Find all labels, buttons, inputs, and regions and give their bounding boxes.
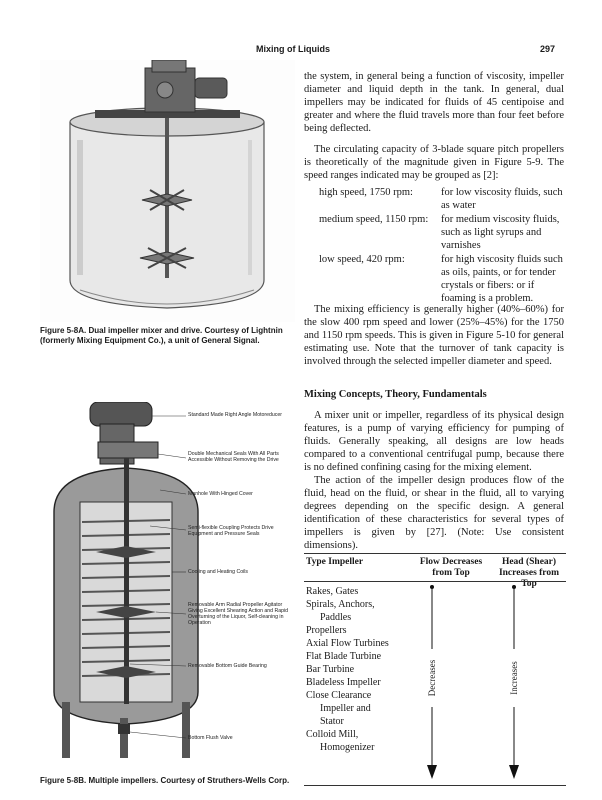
speed-label: medium speed, 1150 rpm: [319, 214, 429, 225]
table-row: Flat Blade Turbine [306, 651, 382, 662]
speed-range-item [319, 213, 565, 253]
table-row: Spirals, Anchors, [306, 599, 375, 610]
table-row: Stator [320, 716, 344, 727]
paragraph-continuation [304, 70, 564, 135]
table-rows [306, 585, 426, 754]
running-header-title: Mixing of Liquids [256, 44, 330, 54]
table-top-rule [304, 553, 566, 554]
table-header-rule [304, 581, 566, 582]
table-header-flow: Flow Decreases from Top [419, 557, 483, 578]
section-heading: Mixing Concepts, Theory, Fundamentals [304, 389, 487, 400]
table-header-type: Type Impeller [306, 557, 364, 567]
paragraph-5: The action of the impeller design produces flow of the fluid, head on the fluid, or shear in the fluid, all to varying degrees depending on the specific design. A general identification of these characteristics for several types of impellers is given by [27]. (Note: Use consistent dimensions). [304, 475, 564, 551]
page-number: 297 [540, 44, 556, 54]
table-row: Bladeless Impeller [306, 677, 381, 688]
table-row: Rakes, Gates [306, 586, 359, 597]
table-row: Bar Turbine [306, 664, 355, 675]
callout-guide-bearing: Removable Bottom Guide Bearing [188, 663, 267, 669]
table-row: Homogenizer [320, 742, 375, 753]
table-row: Paddles [320, 612, 352, 623]
speed-ranges-list [319, 186, 565, 302]
table-row: Colloid Mill, [306, 729, 359, 740]
table-row: Propellers [306, 625, 347, 636]
callout-coupling: Semi-flexible Coupling Protects Drive Equipment and Pressure Seals [188, 525, 274, 537]
table-row: Axial Flow Turbines [306, 638, 389, 649]
speed-label: low speed, 420 rpm: [319, 254, 405, 265]
callout-mechanical-seals: Double Mechanical Seals With All Parts Accessible Without Removing the Drive [188, 451, 279, 463]
flow-vertical-label: Decreases [427, 659, 437, 697]
callout-coils: Cooling and Heating Coils [188, 569, 248, 575]
callout-flush-valve: Bottom Flush Valve [188, 735, 233, 741]
speed-description: for medium viscosity fluids, such as light syrups and varnishes [441, 214, 560, 251]
speed-description: for high viscosity fluids such as oils, paints, or for tender crystals or fibers: or if foaming is a problem. [441, 254, 563, 304]
figure-5-8a-caption: Figure 5-8A. Dual impeller mixer and drive. Courtesy of Lightnin (formerly Mixing Equipment Co.), a unit of General Signal. [40, 326, 283, 345]
speed-range-item [319, 186, 565, 212]
callout-manhole: Manhole With Hinged Cover [188, 491, 253, 497]
table-row: Impeller and [320, 703, 371, 714]
paragraph-1: the system, in general being a function of viscosity, impeller diameter and liquid depth in the tank. In general, dual impellers may be indicated for fluids of 45 centipoise and greater and where the fluid travels more than four feet before being deflected. [304, 71, 564, 134]
paragraph-4: A mixer unit or impeller, regardless of its physical design features, is a pump of varying efficiency for pumping of fluids. Generally speaking, all designs are low heads compared to a conventional centrifugal pump, because there is no defined confining casing for the mixing element. [304, 410, 564, 473]
speed-range-item [319, 253, 565, 303]
speed-label: high speed, 1750 rpm: [319, 187, 413, 198]
table-header-head: Head (Shear) Increases from Top [498, 557, 560, 589]
head-vertical-label: Increases [509, 661, 519, 695]
paragraph-mixer-unit [304, 409, 564, 474]
table-bottom-rule [304, 785, 566, 786]
speed-description: for low viscosity fluids, such as water [441, 187, 563, 211]
paragraph-impeller-action [304, 474, 564, 552]
table-row: Close Clearance [306, 690, 372, 701]
impeller-table [304, 553, 566, 787]
figure-5-8a [40, 60, 295, 322]
paragraph-circulating-capacity [304, 143, 564, 182]
paragraph-mixing-efficiency [304, 303, 564, 368]
paragraph-2: The circulating capacity of 3-blade square pitch propellers is theoretically of the magnitude given in Figure 5-9. The speed ranges indicated may be grouped as [2]: [304, 144, 564, 181]
dual-impeller-mixer-illustration [40, 60, 295, 322]
callout-motoreducer: Standard Made Right Angle Motoreducer [188, 412, 283, 418]
figure-5-8b-caption: Figure 5-8B. Multiple impellers. Courtesy of Struthers-Wells Corp. [40, 776, 290, 785]
callout-propeller-agitator: Removable Arm Radial Propeller Agitator Giving Excellent Shearing Action and Rapid Overturning of the Liquor, Self-cleaning in Operation [188, 602, 289, 626]
paragraph-3: The mixing efficiency is generally higher (40%–60%) for the slow 400 rpm speed and lower (25%–45%) for the 1750 and 1150 rpm speeds. This is given in Figure 5-10 for general estimating use. Note that the turnover of tank capacity is involved through the selected impeller diameter and speed. [304, 304, 564, 367]
